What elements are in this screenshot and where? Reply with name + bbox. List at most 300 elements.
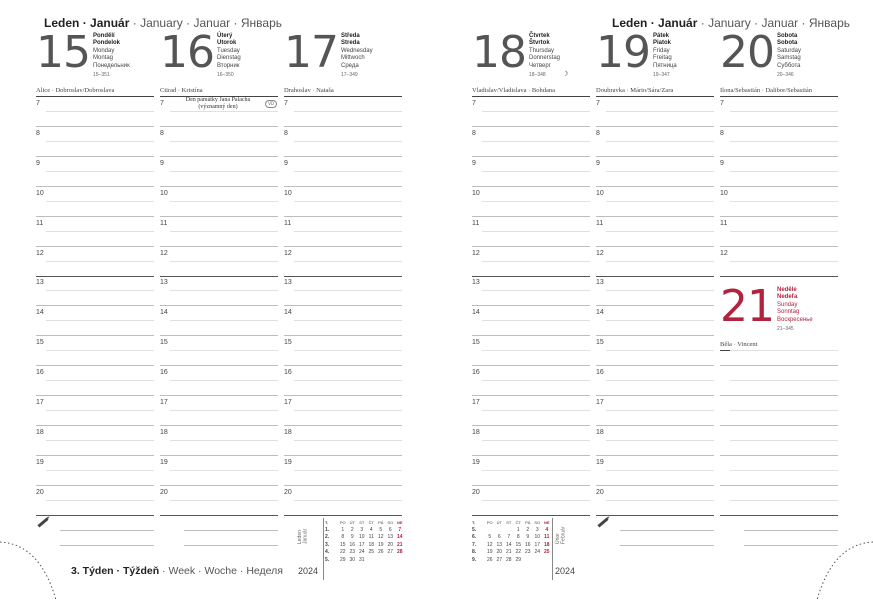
hour-label: 19 [596,458,604,466]
calendar-week-row: 9. 26 27 28 29 [472,556,522,563]
week-footer: 3. Týden · Týždeň · Week · Woche · Неделя [71,565,283,577]
hour-label: 17 [160,399,168,406]
hour-line [36,216,154,217]
hour-line [720,395,838,396]
hour-label: 11 [36,219,44,227]
day-number: 20 [720,27,774,78]
hour-label: 18 [472,428,480,436]
half-hour-line [170,290,278,291]
half-hour-line [294,141,402,142]
month-cz: Leden [44,16,80,30]
mini-calendar-february: T. PO ÚT ST ČT PÁ SO NE 5. 1 2 3 4 6. 5 6 7 8 9 10 11 7. 12 13 14 15 16 17 18 8. 19 20 21 22 23 24 25 9. 26 27 28 29 Únor Február 2024 [472,518,582,580]
hour-label: 15 [160,339,168,347]
half-hour-line [482,380,590,381]
hour-line [36,276,154,277]
pencil-icon [597,517,608,527]
hour-label: 7 [720,100,724,107]
day-number: 15 [36,27,90,78]
hour-label: 15 [284,339,292,347]
hour-label: 12 [472,249,480,257]
note-line [184,545,278,546]
hour-line [284,485,402,486]
hour-line [472,276,590,277]
weekend-separator [720,276,838,277]
hour-line [160,455,278,456]
hour-label: 20 [36,488,44,496]
half-hour-line [482,350,590,351]
hour-line [284,276,402,277]
hour-line [160,395,278,396]
hour-label: 17 [36,399,44,406]
holiday-badge-icon: VD [265,100,277,108]
hour-line [596,186,714,187]
hour-label: 19 [472,458,480,466]
hour-label: 12 [36,249,44,257]
half-hour-line [294,111,402,112]
hour-line [472,156,590,157]
half-hour-line [730,171,838,172]
hour-label: 15 [596,339,604,347]
hour-label: 18 [160,428,168,436]
half-hour-line [294,470,402,471]
half-hour-line [46,380,154,381]
hour-line [472,126,590,127]
hour-line [596,335,714,336]
day-of-year: 19–347 [653,72,670,78]
half-hour-line [730,410,838,411]
mini-calendar-january: Leden Január 2024 T. PO ÚT ST ČT PÁ SO NE 1. 1 2 3 4 5 6 7 2. 8 9 10 11 12 13 14 3. 15 16 17 18 19 20 21 4. 22 23 24 25 26 27 28 5. 29 30 31 [298,518,408,580]
hour-line [160,156,278,157]
hour-line [284,395,402,396]
hour-line [596,246,714,247]
hour-line [720,126,838,127]
hour-line [36,335,154,336]
day-number: 17 [284,27,338,78]
half-hour-line [482,500,590,501]
month-de: Januar [193,16,231,30]
hour-line [36,395,154,396]
hour-label: 14 [160,309,168,317]
calendar-week-row: 5. 29 30 31 [325,556,365,563]
hour-label: 10 [36,189,44,197]
calendar-week-row: 2. 8 9 10 11 12 13 14 [325,534,403,541]
hour-label: 8 [472,129,476,137]
half-hour-line [606,231,714,232]
hour-label: 14 [284,309,292,317]
calendar-week-row: 6. 5 6 7 8 9 10 11 [472,534,550,541]
half-hour-line [170,111,278,112]
day-number: 21 [720,281,774,332]
hour-line [160,216,278,217]
hour-label: 8 [596,129,600,137]
hour-label: 18 [284,428,292,436]
day-of-year: 21–345 [777,326,794,332]
hour-label: 7 [596,100,600,107]
hour-label: 11 [284,219,292,227]
half-hour-line [482,470,590,471]
half-hour-line [170,440,278,441]
half-hour-line [730,380,838,381]
half-hour-line [294,201,402,202]
name-day: Běla · Vincent [720,341,838,351]
hour-line [720,425,838,426]
hour-line [596,365,714,366]
half-hour-line [482,290,590,291]
hour-label: 7 [36,100,40,107]
hour-label: 13 [284,279,292,287]
hour-line [284,246,402,247]
hour-line [472,365,590,366]
day-names: Neděle Nedeľa Sunday Sonntag Воскресенье [777,287,813,323]
half-hour-line [294,290,402,291]
hour-line [284,305,402,306]
hour-line [36,305,154,306]
half-hour-line [606,440,714,441]
hour-label: 13 [472,279,480,287]
hour-label: 13 [160,279,168,287]
hour-label: 12 [160,249,168,257]
half-hour-line [606,320,714,321]
half-hour-line [606,290,714,291]
hour-label: 8 [720,129,724,137]
corner-arc-left [0,530,60,600]
hour-label: 16 [36,369,44,377]
hour-line [36,485,154,486]
month-header-left: Leden · Január · January · Januar · Январь [44,16,282,30]
hour-line [160,246,278,247]
half-hour-line [606,410,714,411]
half-hour-line [482,261,590,262]
hour-line [284,515,402,516]
year-label: 2024 [298,566,319,576]
hour-line [596,305,714,306]
hour-line [596,126,714,127]
hour-label: 19 [36,458,44,466]
half-hour-line [294,320,402,321]
holiday-note: Den památky Jana Palacha (významný den) [185,97,251,110]
half-hour-line [730,500,838,501]
half-hour-line [482,111,590,112]
hour-label: 12 [284,249,292,257]
half-hour-line [730,261,838,262]
day-names: Sobota Sobota Saturday Samstag Суббота [777,33,802,69]
day-names: Pátek Piatok Friday Freitag Пятница [653,33,677,69]
hour-line [472,455,590,456]
hour-label: 18 [596,428,604,436]
half-hour-line [606,141,714,142]
half-hour-line [170,320,278,321]
hour-line [284,335,402,336]
half-hour-line [482,440,590,441]
hour-label: 19 [160,458,168,466]
hour-label: 10 [284,189,292,197]
half-hour-line [170,231,278,232]
note-line [620,530,714,531]
half-hour-line [606,470,714,471]
half-hour-line [482,201,590,202]
hour-line [720,246,838,247]
half-hour-line [482,141,590,142]
hour-label: 11 [720,219,728,227]
half-hour-line [294,440,402,441]
half-hour-line [170,261,278,262]
hour-line [36,515,154,516]
hour-label: 9 [36,159,40,167]
hour-line [160,425,278,426]
hour-line [472,335,590,336]
hour-label: 9 [596,159,600,167]
hour-label: 17 [596,399,604,406]
calendar-week-row: 1. 1 2 3 4 5 6 7 [325,526,402,533]
half-hour-line [170,141,278,142]
half-hour-line [46,201,154,202]
name-day: Doubravka · Mário/Sára/Zara [596,87,714,97]
half-hour-line [294,500,402,501]
half-hour-line [730,231,838,232]
calendar-week-row: 8. 19 20 21 22 23 24 25 [472,549,550,556]
half-hour-line [46,440,154,441]
moon-phase-icon: ☽ [562,70,569,78]
day-names: Středa Streda Wednesday Mittwoch Среда [341,33,373,69]
half-hour-line [170,500,278,501]
note-line [184,530,278,531]
corner-arc-right [813,530,873,600]
half-hour-line [170,171,278,172]
day-of-year: 16–350 [217,72,234,78]
half-hour-line [606,350,714,351]
calendar-week-row: 4. 22 23 24 25 26 27 28 [325,549,403,556]
hour-label: 20 [472,488,480,496]
half-hour-line [46,320,154,321]
hour-line [160,515,278,516]
hour-label: 7 [472,100,476,107]
hour-line [284,186,402,187]
hour-line [284,156,402,157]
hour-label: 7 [160,100,164,107]
half-hour-line [170,350,278,351]
half-hour-line [294,231,402,232]
half-hour-line [170,470,278,471]
year-label: 2024 [555,566,576,576]
calendar-week-row: 7. 12 13 14 15 16 17 18 [472,541,550,548]
day-names: Pondělí Pondelok Monday Montag Понедельник [93,33,130,69]
hour-line [160,365,278,366]
half-hour-line [730,201,838,202]
half-hour-line [482,410,590,411]
day-names: Čtvrtek Štvrtok Thursday Donnerstag Четверг [529,33,561,69]
calendar-week-row: 3. 15 16 17 18 19 20 21 [325,541,403,548]
hour-line [36,186,154,187]
half-hour-line [46,500,154,501]
half-hour-line [294,350,402,351]
hour-line [720,515,838,516]
hour-line [472,395,590,396]
half-hour-line [606,171,714,172]
hour-line [284,455,402,456]
hour-line [720,186,838,187]
hour-line [284,216,402,217]
note-line [744,530,838,531]
hour-label: 16 [284,369,292,377]
hour-line [596,455,714,456]
month-header-right: Leden · Január · January · Januar · Январь [612,16,850,30]
half-hour-line [46,171,154,172]
half-hour-line [482,320,590,321]
calendar-week-row: 5. 1 2 3 4 [472,526,549,533]
hour-label: 7 [284,100,288,107]
hour-line [472,425,590,426]
hour-label: 11 [596,219,604,227]
half-hour-line [294,171,402,172]
hour-label: 13 [596,279,604,287]
hour-label: 10 [472,189,480,197]
half-hour-line [730,350,838,351]
half-hour-line [606,261,714,262]
hour-label: 17 [284,399,292,406]
day-of-year: 20–346 [777,72,794,78]
hour-line [284,425,402,426]
note-line [60,530,154,531]
half-hour-line [730,141,838,142]
hour-label: 9 [472,159,476,167]
hour-line [160,186,278,187]
half-hour-line [606,201,714,202]
hour-label: 15 [472,339,480,347]
hour-label: 18 [36,428,44,436]
day-of-year: 18–348 [529,72,546,78]
name-day: Alice · Dobroslav/Dobroslava [36,87,154,97]
hour-label: 9 [284,159,288,167]
hour-label: 19 [284,458,292,466]
hour-line [720,365,838,366]
name-day: Ctirad · Kristína [160,87,278,97]
hour-line [596,425,714,426]
half-hour-line [294,380,402,381]
day-of-year: 15–351 [93,72,110,78]
half-hour-line [294,410,402,411]
hour-line [596,515,714,516]
hour-line [36,156,154,157]
note-line [620,545,714,546]
day-number: 18 [472,27,526,78]
hour-line [284,126,402,127]
hour-label: 8 [36,129,40,137]
hour-line [596,216,714,217]
half-hour-line [46,111,154,112]
hour-line [36,246,154,247]
hour-label: 8 [160,129,164,137]
pencil-icon [37,517,48,527]
hour-label: 14 [36,309,44,317]
half-hour-line [606,380,714,381]
note-line [744,545,838,546]
hour-label: 10 [720,189,728,197]
hour-line [596,276,714,277]
hour-line [36,126,154,127]
half-hour-line [46,290,154,291]
hour-line [720,455,838,456]
hour-line [160,276,278,277]
hour-label: 20 [160,488,168,496]
hour-label: 16 [472,369,480,377]
hour-label: 8 [284,129,288,137]
hour-label: 9 [720,159,724,167]
hour-label: 13 [36,279,44,287]
day-number: 16 [160,27,214,78]
half-hour-line [46,350,154,351]
hour-line [160,305,278,306]
hour-line [284,365,402,366]
half-hour-line [170,410,278,411]
day-number: 19 [596,27,650,78]
hour-line [472,485,590,486]
half-hour-line [606,500,714,501]
hour-line [472,246,590,247]
hour-label: 17 [472,399,480,406]
half-hour-line [46,231,154,232]
hour-label: 11 [160,219,168,227]
hour-label: 14 [472,309,480,317]
hour-line [472,216,590,217]
hour-line [472,186,590,187]
name-day: Vladislav/Vladislava · Bohdana [472,87,590,97]
month-en: January [140,16,183,30]
hour-line [596,395,714,396]
hour-line [36,365,154,366]
name-day: Drahoslav · Nataša [284,87,402,97]
half-hour-line [46,470,154,471]
hour-line [160,335,278,336]
hour-label: 12 [596,249,604,257]
day-names: Úterý Utorok Tuesday Dienstag Вторник [217,33,241,69]
hour-label: 10 [160,189,168,197]
hour-label: 16 [160,369,168,377]
hour-label: 20 [596,488,604,496]
hour-line [596,156,714,157]
hour-line [472,515,590,516]
hour-label: 9 [160,159,164,167]
half-hour-line [294,261,402,262]
name-day: Ilona/Sebastián · Dalibor/Sebastián [720,87,838,97]
half-hour-line [730,470,838,471]
hour-label: 15 [36,339,44,347]
hour-line [36,455,154,456]
hour-line [160,126,278,127]
month-ru: Январь [240,16,282,30]
month-sk: Január [90,16,130,30]
hour-line [720,485,838,486]
half-hour-line [46,141,154,142]
hour-line [596,485,714,486]
half-hour-line [606,111,714,112]
hour-label: 16 [596,369,604,377]
day-of-year: 17–349 [341,72,358,78]
half-hour-line [730,440,838,441]
half-hour-line [170,201,278,202]
half-hour-line [730,111,838,112]
half-hour-line [170,380,278,381]
hour-line [472,305,590,306]
hour-line [36,425,154,426]
hour-label: 14 [596,309,604,317]
note-line [60,545,154,546]
half-hour-line [482,231,590,232]
hour-line [160,485,278,486]
half-hour-line [482,171,590,172]
hour-label: 12 [720,249,728,257]
hour-label: 20 [284,488,292,496]
hour-label: 11 [472,219,480,227]
